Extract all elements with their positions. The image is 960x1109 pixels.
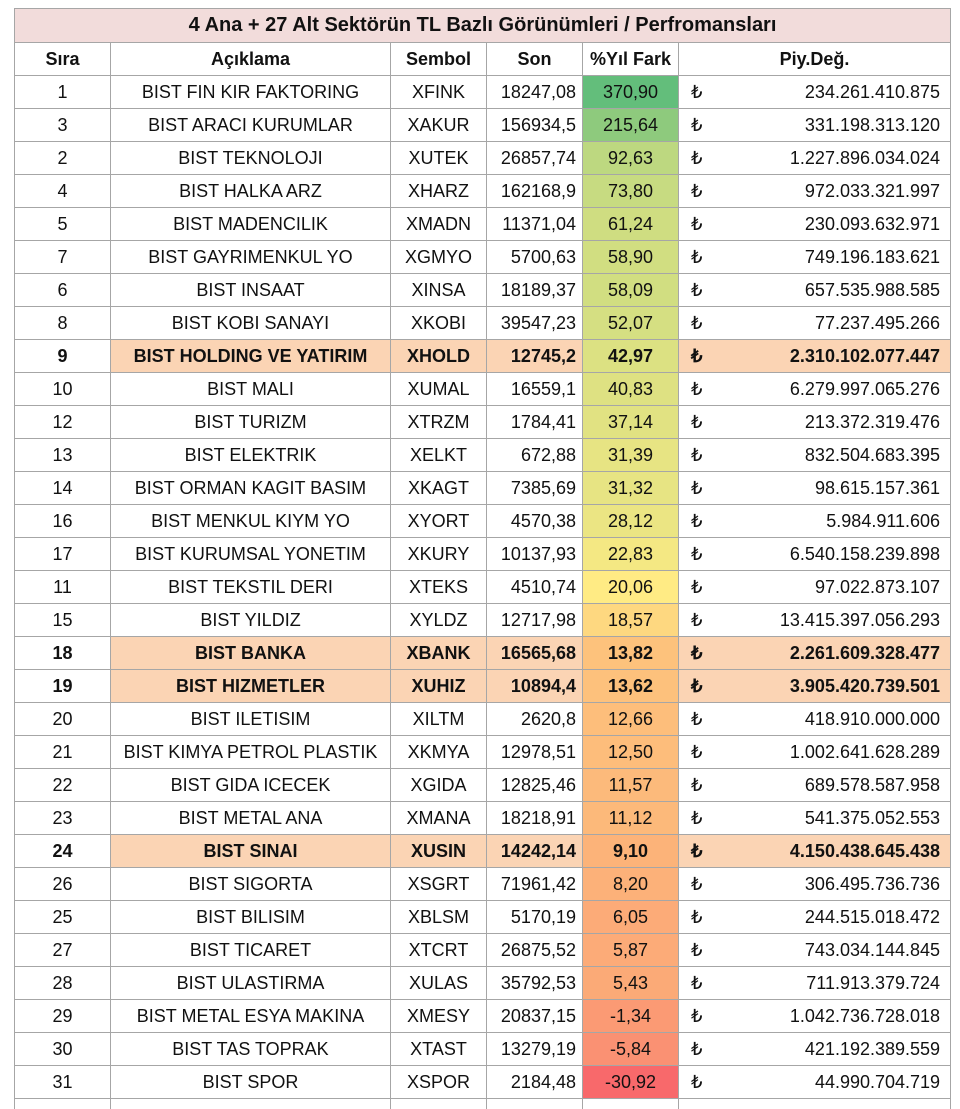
market-cap-cell[interactable]: 749.196.183.621 — [715, 241, 951, 274]
symbol-cell[interactable]: XUMAL — [391, 373, 487, 406]
last-price-cell[interactable]: 13279,19 — [487, 1033, 583, 1066]
ytd-change-cell[interactable]: 58,90 — [583, 241, 679, 274]
rank-cell[interactable]: 1 — [15, 76, 111, 109]
symbol-cell[interactable]: XGMYO — [391, 241, 487, 274]
last-price-cell[interactable]: 10137,93 — [487, 538, 583, 571]
symbol-cell[interactable]: XBANK — [391, 637, 487, 670]
market-cap-cell[interactable]: 77.237.495.266 — [715, 307, 951, 340]
last-price-cell[interactable]: 2620,8 — [487, 703, 583, 736]
description-cell[interactable]: BIST ILETISIM — [111, 703, 391, 736]
last-price-cell[interactable]: 71961,42 — [487, 868, 583, 901]
last-price-cell[interactable]: 20837,15 — [487, 1000, 583, 1033]
last-price-cell[interactable]: 18247,08 — [487, 76, 583, 109]
last-price-cell[interactable]: 5700,63 — [487, 241, 583, 274]
currency-cell[interactable]: ₺ — [679, 406, 715, 439]
rank-cell[interactable]: 2 — [15, 142, 111, 175]
description-cell[interactable]: BIST KIMYA PETROL PLASTIK — [111, 736, 391, 769]
table-row — [15, 1000, 951, 1033]
description-cell[interactable]: BIST SINAI — [111, 835, 391, 868]
market-cap-cell[interactable]: 331.198.313.120 — [715, 109, 951, 142]
symbol-cell[interactable]: XFINK — [391, 76, 487, 109]
description-cell[interactable]: BIST BILISIM — [111, 901, 391, 934]
table-row — [15, 604, 951, 637]
table-row — [15, 835, 951, 868]
currency-cell[interactable]: ₺ — [679, 835, 715, 868]
description-cell[interactable]: BIST HALKA ARZ — [111, 175, 391, 208]
ytd-change-cell[interactable]: 12,66 — [583, 703, 679, 736]
rank-cell[interactable]: 25 — [15, 901, 111, 934]
market-cap-cell[interactable]: 244.515.018.472 — [715, 901, 951, 934]
market-cap-cell[interactable]: 541.375.052.553 — [715, 802, 951, 835]
rank-cell[interactable]: 15 — [15, 604, 111, 637]
rank-cell[interactable]: 10 — [15, 373, 111, 406]
description-cell[interactable]: BIST INSAAT — [111, 274, 391, 307]
ytd-change-cell[interactable]: 61,24 — [583, 208, 679, 241]
ytd-change-cell[interactable]: 52,07 — [583, 307, 679, 340]
table-row — [15, 241, 951, 274]
rank-cell[interactable]: 27 — [15, 934, 111, 967]
currency-cell[interactable]: ₺ — [679, 373, 715, 406]
ytd-change-cell[interactable]: 13,82 — [583, 637, 679, 670]
symbol-cell[interactable]: XMANA — [391, 802, 487, 835]
currency-cell[interactable]: ₺ — [679, 340, 715, 373]
table-row — [15, 571, 951, 604]
description-cell[interactable]: BIST KOBI SANAYI — [111, 307, 391, 340]
symbol-cell[interactable]: XBLSM — [391, 901, 487, 934]
rank-cell[interactable]: 12 — [15, 406, 111, 439]
currency-cell[interactable]: ₺ — [679, 142, 715, 175]
symbol-cell[interactable]: XAKUR — [391, 109, 487, 142]
description-cell[interactable]: BIST SIGORTA — [111, 868, 391, 901]
market-cap-cell[interactable]: 1.227.896.034.024 — [715, 142, 951, 175]
last-price-cell[interactable]: 4510,74 — [487, 571, 583, 604]
description-cell[interactable]: BIST BANKA — [111, 637, 391, 670]
market-cap-cell[interactable]: 418.910.000.000 — [715, 703, 951, 736]
market-cap-cell[interactable]: 5.984.911.606 — [715, 505, 951, 538]
last-price-cell[interactable]: 39547,23 — [487, 307, 583, 340]
description-cell[interactable]: BIST HOLDING VE YATIRIM — [111, 340, 391, 373]
description-cell[interactable]: BIST TICARET — [111, 934, 391, 967]
rank-cell[interactable]: 19 — [15, 670, 111, 703]
currency-cell[interactable]: ₺ — [679, 703, 715, 736]
ytd-change-cell[interactable]: 92,63 — [583, 142, 679, 175]
currency-cell[interactable]: ₺ — [679, 307, 715, 340]
currency-cell[interactable]: ₺ — [679, 538, 715, 571]
last-price-cell[interactable]: 10894,4 — [487, 670, 583, 703]
header-ytd-change[interactable]: %Yıl Fark — [583, 43, 679, 76]
rank-cell[interactable]: 7 — [15, 241, 111, 274]
title-row — [15, 9, 951, 43]
rank-cell[interactable]: 3 — [15, 109, 111, 142]
last-price-cell[interactable]: 7385,69 — [487, 472, 583, 505]
header-last[interactable]: Son — [487, 43, 583, 76]
table-row — [15, 967, 951, 1000]
symbol-cell[interactable]: XMESY — [391, 1000, 487, 1033]
symbol-cell[interactable]: XINSA — [391, 274, 487, 307]
description-cell[interactable]: BIST GIDA ICECEK — [111, 769, 391, 802]
rank-cell[interactable]: 17 — [15, 538, 111, 571]
description-cell[interactable]: BIST ORMAN KAGIT BASIM — [111, 472, 391, 505]
market-cap-cell[interactable]: 743.034.144.845 — [715, 934, 951, 967]
currency-cell[interactable]: ₺ — [679, 76, 715, 109]
currency-cell[interactable]: ₺ — [679, 571, 715, 604]
currency-cell[interactable]: ₺ — [679, 934, 715, 967]
last-price-cell[interactable]: 12978,51 — [487, 736, 583, 769]
table-row — [15, 769, 951, 802]
market-cap-cell[interactable]: 13.415.397.056.293 — [715, 604, 951, 637]
tail-cell — [487, 1099, 583, 1109]
ytd-change-cell[interactable]: 40,83 — [583, 373, 679, 406]
last-price-cell[interactable]: 12745,2 — [487, 340, 583, 373]
table-row — [15, 901, 951, 934]
currency-cell[interactable]: ₺ — [679, 802, 715, 835]
currency-cell[interactable]: ₺ — [679, 241, 715, 274]
rank-cell[interactable]: 23 — [15, 802, 111, 835]
rank-cell[interactable]: 4 — [15, 175, 111, 208]
table-row — [15, 175, 951, 208]
description-cell[interactable]: BIST GAYRIMENKUL YO — [111, 241, 391, 274]
last-price-cell[interactable]: 26875,52 — [487, 934, 583, 967]
currency-cell[interactable]: ₺ — [679, 175, 715, 208]
ytd-change-cell[interactable]: 12,50 — [583, 736, 679, 769]
table-row — [15, 208, 951, 241]
ytd-change-cell[interactable]: 11,57 — [583, 769, 679, 802]
ytd-change-cell[interactable]: 73,80 — [583, 175, 679, 208]
last-price-cell[interactable]: 5170,19 — [487, 901, 583, 934]
rank-cell[interactable]: 11 — [15, 571, 111, 604]
last-price-cell[interactable]: 2184,48 — [487, 1066, 583, 1099]
tail-cell — [583, 1099, 679, 1109]
last-price-cell[interactable]: 26857,74 — [487, 142, 583, 175]
last-price-cell[interactable]: 11371,04 — [487, 208, 583, 241]
market-cap-cell[interactable]: 44.990.704.719 — [715, 1066, 951, 1099]
market-cap-cell[interactable]: 689.578.587.958 — [715, 769, 951, 802]
header-rank[interactable]: Sıra — [15, 43, 111, 76]
currency-cell[interactable]: ₺ — [679, 1000, 715, 1033]
rank-cell[interactable]: 14 — [15, 472, 111, 505]
currency-cell[interactable]: ₺ — [679, 472, 715, 505]
market-cap-cell[interactable]: 421.192.389.559 — [715, 1033, 951, 1066]
market-cap-cell[interactable]: 306.495.736.736 — [715, 868, 951, 901]
last-price-cell[interactable]: 12825,46 — [487, 769, 583, 802]
header-description[interactable]: Açıklama — [111, 43, 391, 76]
table-title: 4 Ana + 27 Alt Sektörün TL Bazlı Görünümleri / Perfromansları — [15, 9, 951, 43]
last-price-cell[interactable]: 18218,91 — [487, 802, 583, 835]
ytd-change-cell[interactable]: 20,06 — [583, 571, 679, 604]
symbol-cell[interactable]: XUHIZ — [391, 670, 487, 703]
description-cell[interactable]: BIST METAL ESYA MAKINA — [111, 1000, 391, 1033]
market-cap-cell[interactable]: 657.535.988.585 — [715, 274, 951, 307]
symbol-cell[interactable]: XTAST — [391, 1033, 487, 1066]
table-row — [15, 505, 951, 538]
last-price-cell[interactable]: 1784,41 — [487, 406, 583, 439]
currency-cell[interactable]: ₺ — [679, 769, 715, 802]
currency-cell[interactable]: ₺ — [679, 439, 715, 472]
last-price-cell[interactable]: 162168,9 — [487, 175, 583, 208]
last-price-cell[interactable]: 16565,68 — [487, 637, 583, 670]
currency-cell[interactable]: ₺ — [679, 670, 715, 703]
description-cell[interactable]: BIST SPOR — [111, 1066, 391, 1099]
currency-cell[interactable]: ₺ — [679, 901, 715, 934]
rank-cell[interactable]: 24 — [15, 835, 111, 868]
symbol-cell[interactable]: XYORT — [391, 505, 487, 538]
symbol-cell[interactable]: XTRZM — [391, 406, 487, 439]
market-cap-cell[interactable]: 6.540.158.239.898 — [715, 538, 951, 571]
currency-cell[interactable]: ₺ — [679, 637, 715, 670]
symbol-cell[interactable]: XKOBI — [391, 307, 487, 340]
ytd-change-cell[interactable]: 8,20 — [583, 868, 679, 901]
market-cap-cell[interactable]: 6.279.997.065.276 — [715, 373, 951, 406]
symbol-cell[interactable]: XKAGT — [391, 472, 487, 505]
symbol-cell[interactable]: XMADN — [391, 208, 487, 241]
tail-cell — [391, 1099, 487, 1109]
table-row — [15, 703, 951, 736]
description-cell[interactable]: BIST METAL ANA — [111, 802, 391, 835]
header-market-cap[interactable]: Piy.Değ. — [679, 43, 951, 76]
market-cap-cell[interactable]: 832.504.683.395 — [715, 439, 951, 472]
symbol-cell[interactable]: XSGRT — [391, 868, 487, 901]
ytd-change-cell[interactable]: 31,32 — [583, 472, 679, 505]
ytd-change-cell[interactable]: 370,90 — [583, 76, 679, 109]
symbol-cell[interactable]: XTEKS — [391, 571, 487, 604]
tail-cell — [111, 1099, 391, 1109]
table-row — [15, 1033, 951, 1066]
table-row — [15, 406, 951, 439]
symbol-cell[interactable]: XYLDZ — [391, 604, 487, 637]
currency-cell[interactable]: ₺ — [679, 208, 715, 241]
ytd-change-cell[interactable]: 11,12 — [583, 802, 679, 835]
market-cap-cell[interactable]: 711.913.379.724 — [715, 967, 951, 1000]
last-price-cell[interactable]: 4570,38 — [487, 505, 583, 538]
table-row — [15, 373, 951, 406]
last-price-cell[interactable]: 156934,5 — [487, 109, 583, 142]
table-row — [15, 934, 951, 967]
description-cell[interactable]: BIST MADENCILIK — [111, 208, 391, 241]
ytd-change-cell[interactable]: 37,14 — [583, 406, 679, 439]
currency-cell[interactable]: ₺ — [679, 967, 715, 1000]
market-cap-cell[interactable]: 972.033.321.997 — [715, 175, 951, 208]
rank-cell[interactable]: 9 — [15, 340, 111, 373]
table-row — [15, 472, 951, 505]
table-row — [15, 868, 951, 901]
currency-cell[interactable]: ₺ — [679, 274, 715, 307]
rank-cell[interactable]: 5 — [15, 208, 111, 241]
currency-cell[interactable]: ₺ — [679, 505, 715, 538]
currency-cell[interactable]: ₺ — [679, 109, 715, 142]
rank-cell[interactable]: 8 — [15, 307, 111, 340]
market-cap-cell[interactable]: 4.150.438.645.438 — [715, 835, 951, 868]
description-cell[interactable]: BIST YILDIZ — [111, 604, 391, 637]
table-row — [15, 439, 951, 472]
description-cell[interactable]: BIST HIZMETLER — [111, 670, 391, 703]
symbol-cell[interactable]: XGIDA — [391, 769, 487, 802]
ytd-change-cell[interactable]: 5,43 — [583, 967, 679, 1000]
ytd-change-cell[interactable]: 6,05 — [583, 901, 679, 934]
symbol-cell[interactable]: XUSIN — [391, 835, 487, 868]
header-symbol[interactable]: Sembol — [391, 43, 487, 76]
rank-cell[interactable]: 6 — [15, 274, 111, 307]
market-cap-cell[interactable]: 230.093.632.971 — [715, 208, 951, 241]
ytd-change-cell[interactable]: 9,10 — [583, 835, 679, 868]
table-row — [15, 142, 951, 175]
ytd-change-cell[interactable]: 58,09 — [583, 274, 679, 307]
currency-cell[interactable]: ₺ — [679, 604, 715, 637]
ytd-change-cell[interactable]: 31,39 — [583, 439, 679, 472]
description-cell[interactable]: BIST ELEKTRIK — [111, 439, 391, 472]
symbol-cell[interactable]: XHOLD — [391, 340, 487, 373]
last-price-cell[interactable]: 672,88 — [487, 439, 583, 472]
symbol-cell[interactable]: XILTM — [391, 703, 487, 736]
last-price-cell[interactable]: 35792,53 — [487, 967, 583, 1000]
rank-cell[interactable]: 21 — [15, 736, 111, 769]
market-cap-cell[interactable]: 97.022.873.107 — [715, 571, 951, 604]
last-price-cell[interactable]: 16559,1 — [487, 373, 583, 406]
table-body — [15, 76, 951, 1099]
table-row — [15, 340, 951, 373]
table-row — [15, 307, 951, 340]
description-cell[interactable]: BIST FIN KIR FAKTORING — [111, 76, 391, 109]
sector-performance-table — [14, 8, 951, 1109]
description-cell[interactable]: BIST MALI — [111, 373, 391, 406]
currency-cell[interactable]: ₺ — [679, 1033, 715, 1066]
rank-cell[interactable]: 13 — [15, 439, 111, 472]
rank-cell[interactable]: 29 — [15, 1000, 111, 1033]
rank-cell[interactable]: 26 — [15, 868, 111, 901]
ytd-change-cell[interactable]: 215,64 — [583, 109, 679, 142]
market-cap-cell[interactable]: 234.261.410.875 — [715, 76, 951, 109]
rank-cell[interactable]: 16 — [15, 505, 111, 538]
table-row — [15, 109, 951, 142]
table-row — [15, 538, 951, 571]
table-row — [15, 637, 951, 670]
market-cap-cell[interactable]: 3.905.420.739.501 — [715, 670, 951, 703]
ytd-change-cell[interactable]: -30,92 — [583, 1066, 679, 1099]
ytd-change-cell[interactable]: 5,87 — [583, 934, 679, 967]
symbol-cell[interactable]: XULAS — [391, 967, 487, 1000]
table-row — [15, 1066, 951, 1099]
description-cell[interactable]: BIST TEKNOLOJI — [111, 142, 391, 175]
performance-sheet — [14, 8, 950, 1109]
tail-cell — [15, 1099, 111, 1109]
description-cell[interactable]: BIST ULASTIRMA — [111, 967, 391, 1000]
table-row — [15, 670, 951, 703]
currency-cell[interactable]: ₺ — [679, 736, 715, 769]
ytd-change-cell[interactable]: 28,12 — [583, 505, 679, 538]
tail-cell — [679, 1099, 951, 1109]
table-row — [15, 802, 951, 835]
market-cap-cell[interactable]: 1.042.736.728.018 — [715, 1000, 951, 1033]
currency-cell[interactable]: ₺ — [679, 868, 715, 901]
table-row — [15, 736, 951, 769]
ytd-change-cell[interactable]: -1,34 — [583, 1000, 679, 1033]
description-cell[interactable]: BIST TEKSTIL DERI — [111, 571, 391, 604]
table-row — [15, 274, 951, 307]
description-cell[interactable]: BIST MENKUL KIYM YO — [111, 505, 391, 538]
market-cap-cell[interactable]: 2.261.609.328.477 — [715, 637, 951, 670]
description-cell[interactable]: BIST TURIZM — [111, 406, 391, 439]
last-price-cell[interactable]: 12717,98 — [487, 604, 583, 637]
last-price-cell[interactable]: 14242,14 — [487, 835, 583, 868]
description-cell[interactable]: BIST TAS TOPRAK — [111, 1033, 391, 1066]
table-tail — [15, 1099, 951, 1109]
ytd-change-cell[interactable]: 42,97 — [583, 340, 679, 373]
ytd-change-cell[interactable]: -5,84 — [583, 1033, 679, 1066]
symbol-cell[interactable]: XELKT — [391, 439, 487, 472]
market-cap-cell[interactable]: 98.615.157.361 — [715, 472, 951, 505]
symbol-cell[interactable]: XTCRT — [391, 934, 487, 967]
rank-cell[interactable]: 28 — [15, 967, 111, 1000]
last-price-cell[interactable]: 18189,37 — [487, 274, 583, 307]
currency-cell[interactable]: ₺ — [679, 1066, 715, 1099]
rank-cell[interactable]: 18 — [15, 637, 111, 670]
rank-cell[interactable]: 30 — [15, 1033, 111, 1066]
symbol-cell[interactable]: XSPOR — [391, 1066, 487, 1099]
symbol-cell[interactable]: XKURY — [391, 538, 487, 571]
symbol-cell[interactable]: XKMYA — [391, 736, 487, 769]
table-row — [15, 76, 951, 109]
rank-cell[interactable]: 20 — [15, 703, 111, 736]
market-cap-cell[interactable]: 1.002.641.628.289 — [715, 736, 951, 769]
rank-cell[interactable]: 31 — [15, 1066, 111, 1099]
description-cell[interactable]: BIST KURUMSAL YONETIM — [111, 538, 391, 571]
rank-cell[interactable]: 22 — [15, 769, 111, 802]
ytd-change-cell[interactable]: 18,57 — [583, 604, 679, 637]
header-row — [15, 43, 951, 76]
market-cap-cell[interactable]: 2.310.102.077.447 — [715, 340, 951, 373]
ytd-change-cell[interactable]: 13,62 — [583, 670, 679, 703]
symbol-cell[interactable]: XUTEK — [391, 142, 487, 175]
ytd-change-cell[interactable]: 22,83 — [583, 538, 679, 571]
description-cell[interactable]: BIST ARACI KURUMLAR — [111, 109, 391, 142]
symbol-cell[interactable]: XHARZ — [391, 175, 487, 208]
market-cap-cell[interactable]: 213.372.319.476 — [715, 406, 951, 439]
